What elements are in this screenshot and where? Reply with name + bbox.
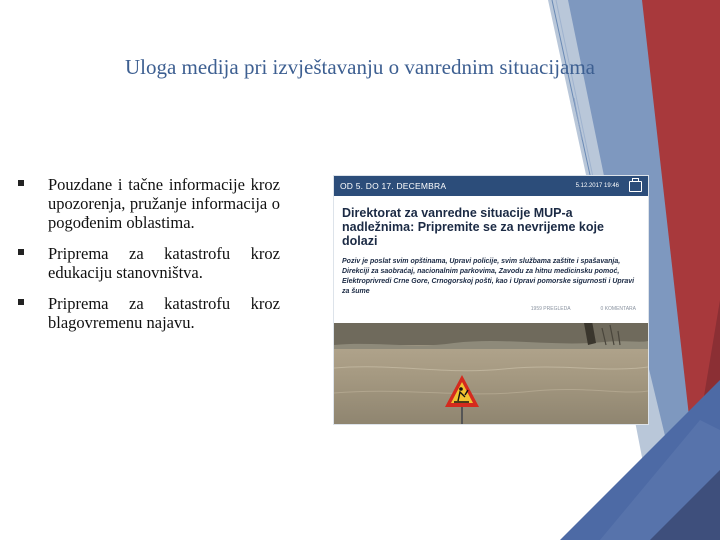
bullet-list <box>18 175 280 344</box>
slide-title: Uloga medija pri izvještavanju o vanrednim situacijama <box>124 55 596 79</box>
bullet-item <box>18 244 280 282</box>
news-header-bar <box>334 176 648 196</box>
news-meta <box>342 306 636 312</box>
flood-photo <box>334 323 648 424</box>
news-date-range: OD 5. DO 17. DECEMBRA <box>340 181 447 191</box>
bullet-item <box>18 175 280 232</box>
bullet-text: Pouzdane i tačne informacije kroz upozorenja, pružanje informacija o pogođenim oblastima. <box>48 175 280 232</box>
bullet-item <box>18 294 280 332</box>
news-lead: Poziv je poslat svim opštinama, Upravi policije, svim službama zaštite i spašavanja, Direkciji za saobraćaj, nacionalnim parkovima, Zavodu za hitnu medicinsku pomoć, Elektroprivredi Crne Gore, Crnogorskoj pošti, kao i Upravi pomorske sigurnosti i Upravi za šume <box>342 258 635 295</box>
print-icon[interactable] <box>629 181 642 192</box>
news-comments[interactable]: 0 KOMENTARA <box>600 306 636 312</box>
news-views: 1959 PREGLEDA <box>530 306 571 312</box>
bullet-square-icon <box>18 249 24 255</box>
news-headline[interactable]: Direktorat za vanredne situacije MUP-a nadležnima: Pripremite se za nevrijeme koje dolazi <box>342 206 604 248</box>
bullet-square-icon <box>18 180 24 186</box>
bullet-text: Priprema za katastrofu kroz blagovremenu najavu. <box>48 294 280 332</box>
bullet-text: Priprema za katastrofu kroz edukaciju stanovništva. <box>48 244 280 282</box>
news-date: 5.12.2017 19:46 <box>575 183 619 189</box>
bullet-square-icon <box>18 299 24 305</box>
news-screenshot <box>334 176 648 424</box>
news-body <box>334 196 648 312</box>
